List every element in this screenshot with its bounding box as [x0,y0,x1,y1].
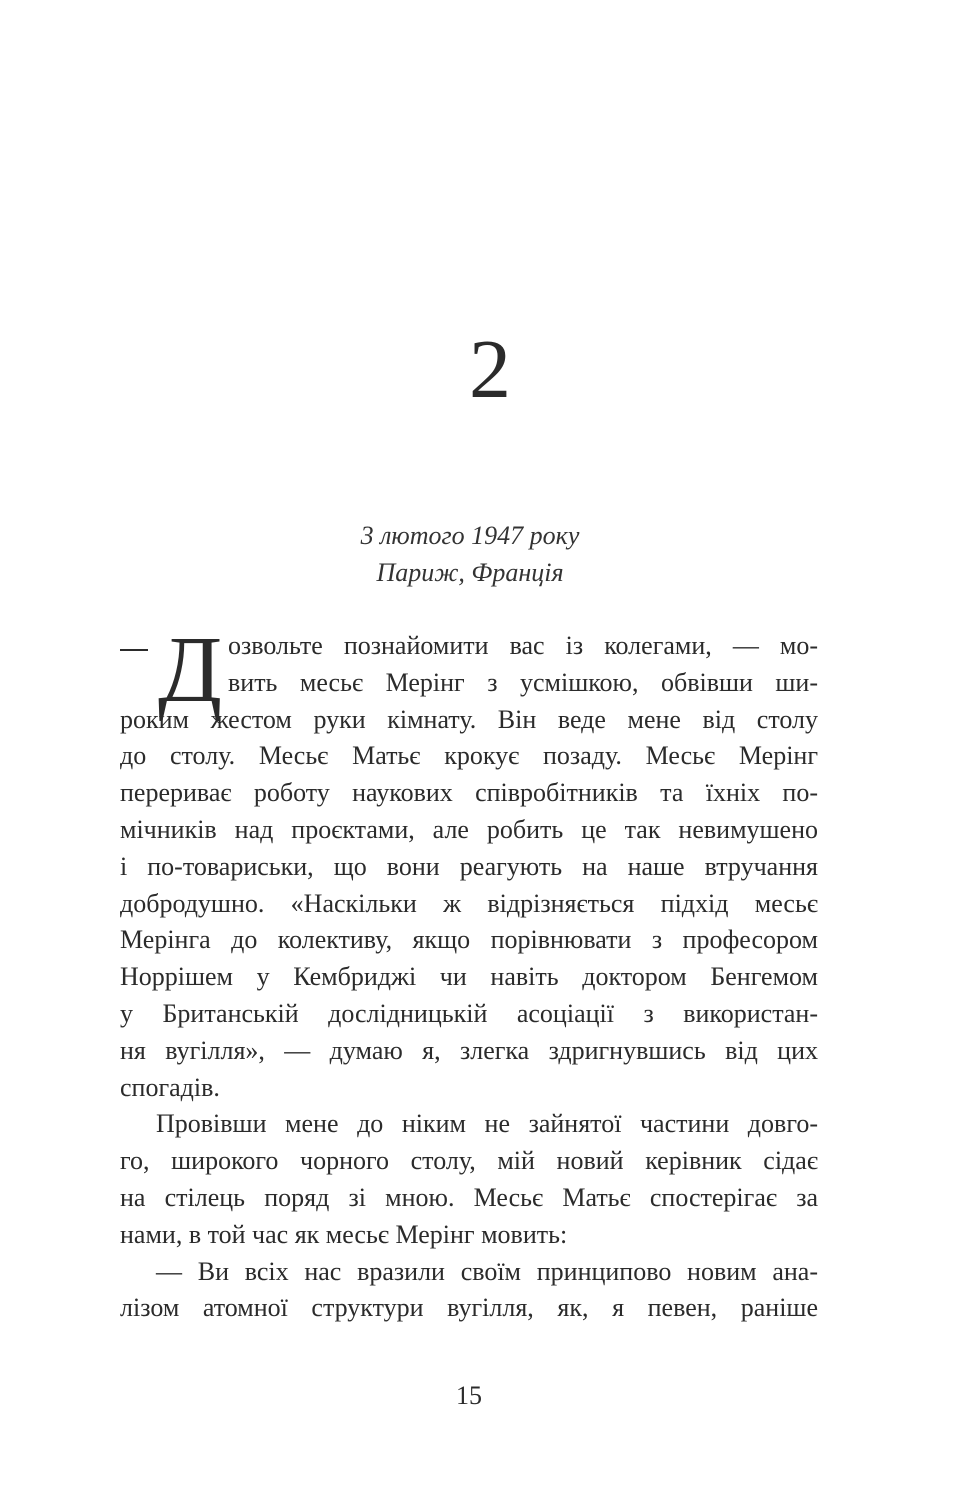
epigraph-date: 3 лютого 1947 року [360,521,580,550]
epigraph-place: Париж, Франція [376,558,564,587]
text-line: перериває роботу наукових співробітників та їхніх по- [120,778,818,808]
drop-cap: Д [158,618,223,722]
text-line: у Британській дослідницькій асоціації з використан- [120,998,818,1028]
text-line: Провівши мене до ніким не зайнятої частини довго- [156,1109,818,1139]
text-line: лізом атомної структури вугілля, як, я певен, раніше [120,1293,818,1323]
body-text [120,618,818,1327]
text-line: озвольте познайомити вас із колегами, — мо- [228,631,818,660]
page-number: 15 [456,1381,482,1410]
text-line: добродушно. «Наскільки ж відрізняється підхід месьє [120,888,818,918]
text-line: Норрішем у Кембриджі чи навіть доктором Бенгемом [120,962,818,992]
text-line: вить месьє Мерінг з усмішкою, обвівши ши- [228,667,818,697]
text-line: мічників над проєктами, але робить це так невимушено [120,814,818,844]
text-line: до столу. Месьє Матьє крокує позаду. Месьє Мерінг [120,741,818,771]
chapter-number: 2 [469,323,511,416]
text-line: — Ви всіх нас вразили своїм принципово новим ана- [156,1256,818,1286]
text-line: і по-товариськи, що вони реагують на наше втручання [120,851,818,881]
epigraph [0,517,940,591]
text-line: роким жестом руки кімнату. Він веде мене від столу [120,704,818,734]
paragraph-3 [120,1254,818,1328]
dialogue-dash [120,649,148,651]
paragraph-1 [120,618,818,1106]
text-line: нами, в той час як месьє Мерінг мовить: [120,1219,568,1249]
text-line: Мерінга до колективу, якщо порівнювати з професором [120,925,818,955]
text-line: ня вугілля», — думаю я, злегка здригнувшись від цих [120,1035,818,1065]
text-line: спогадів. [120,1072,220,1102]
paragraph-2 [120,1106,818,1253]
text-line: на стілець поряд зі мною. Месьє Матьє спостерігає за [120,1182,818,1212]
text-line: го, широкого чорного столу, мій новий керівник сідає [120,1146,818,1176]
